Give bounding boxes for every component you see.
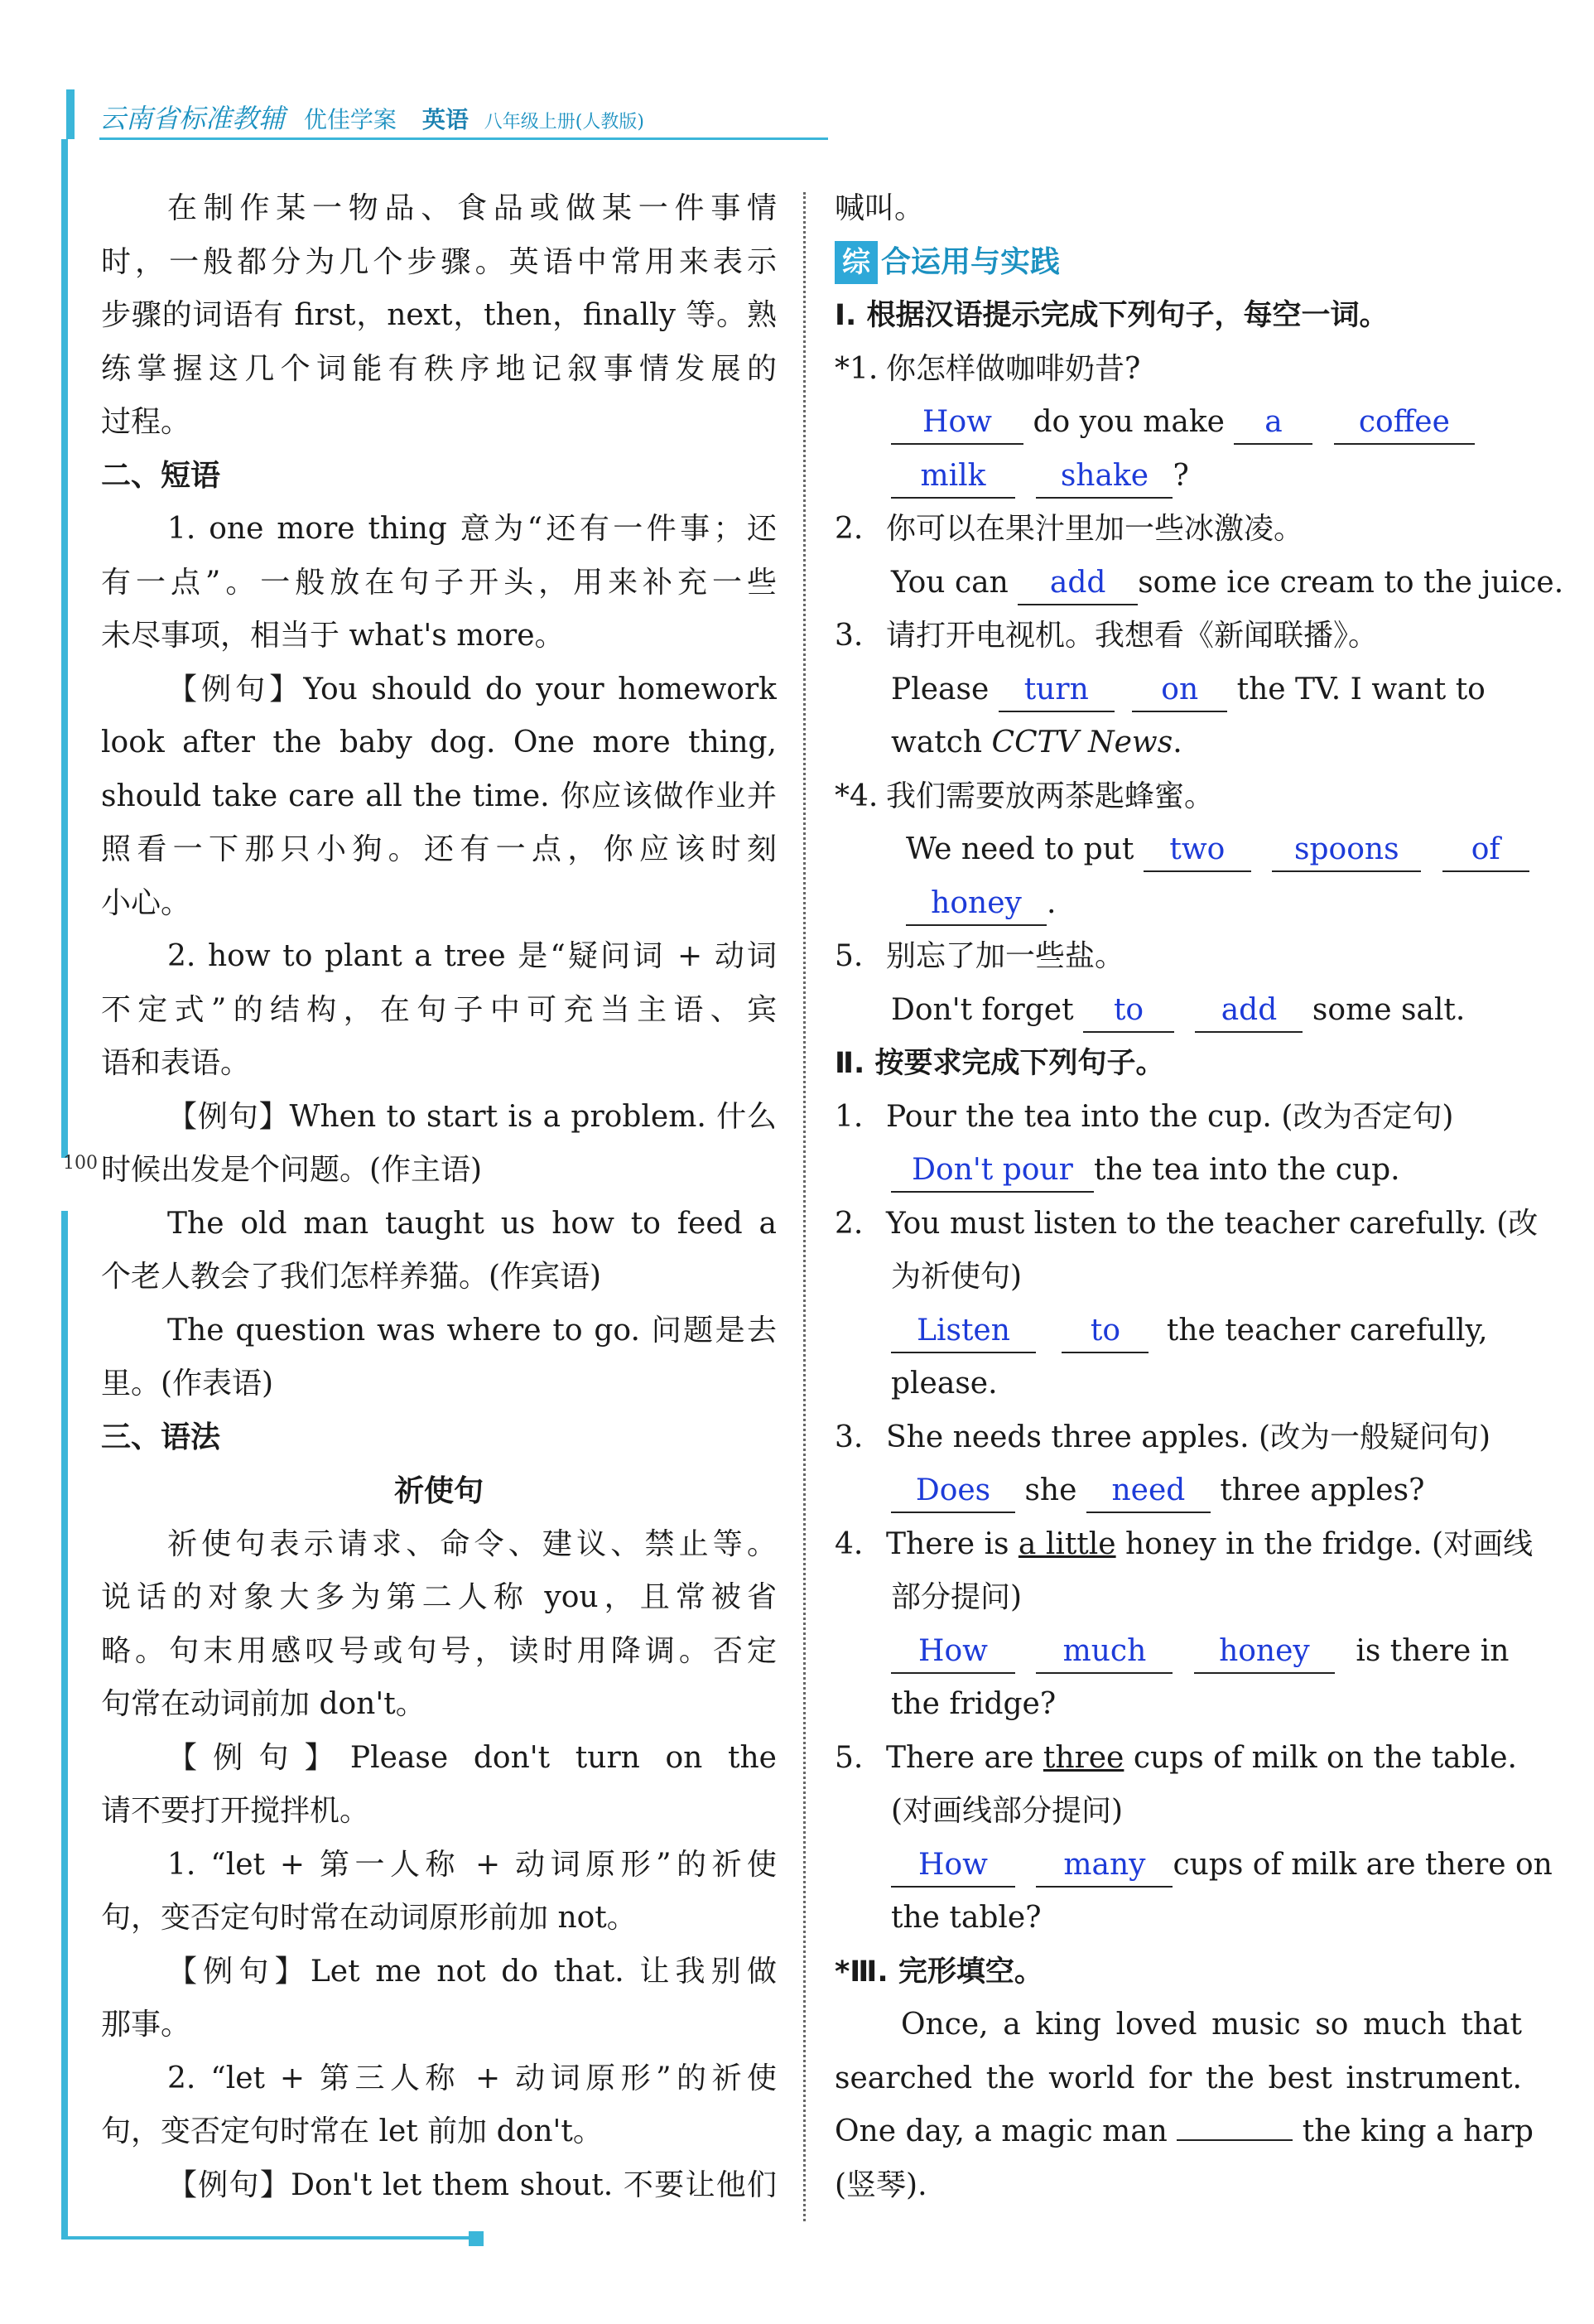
text-line: 在制作某一物品、食品或做某一件事情: [167, 191, 777, 225]
text-line: 语和表语。: [101, 1046, 251, 1080]
page-number: 100: [63, 1153, 98, 1174]
answer-blank: How: [891, 402, 1023, 445]
column-divider: [803, 192, 806, 2221]
footer-square: [469, 2231, 484, 2246]
part2-title: Ⅱ. 按要求完成下列句子。: [835, 1047, 1165, 1080]
text-line: 略。句末用感叹号或句号，读时用降调。否定: [101, 1633, 777, 1668]
header-accent-bar: [66, 89, 75, 139]
text-line: 未尽事项，相当于 what's more。: [101, 619, 565, 653]
answer-text: .: [1173, 726, 1182, 759]
grammar-title: 祈使句: [393, 1473, 484, 1508]
page-header: [66, 89, 778, 139]
question-text: cups of milk on the table.: [1133, 1740, 1517, 1775]
example-line: 小心。: [101, 885, 191, 920]
answer-blank: How: [891, 1631, 1015, 1674]
question-number: 2.: [835, 1206, 864, 1241]
answer-text: cups of milk are there on: [1173, 1847, 1553, 1882]
answer-line: [835, 716, 1522, 770]
rewrite-3: [835, 1411, 1522, 1465]
answer-line: [835, 1839, 1553, 1892]
part1-title: Ⅰ. 根据汉语提示完成下列句子，每空一词。: [835, 299, 1389, 332]
answer-text: Please: [891, 672, 990, 706]
header-title: [99, 98, 644, 136]
answer-blank: turn: [999, 669, 1115, 712]
underlined-part: three: [1043, 1740, 1124, 1775]
example-line: 【例句】You should do your homework: [167, 672, 777, 706]
cloze-text: the king a harp: [1302, 2114, 1534, 2148]
rewrite-2: [835, 1198, 1539, 1251]
question-text-cont: (对画线部分提问): [891, 1794, 1124, 1828]
example-line: should take care all the time. 你应该做作业并: [101, 779, 777, 813]
answer-text: watch: [891, 726, 983, 759]
example-line: The old man taught us how to feed a: [167, 1206, 777, 1241]
question-chinese: 请打开电视机。我想看《新闻联播》。: [886, 619, 1379, 653]
answer-blank: add: [1195, 990, 1303, 1033]
rewrite-1: [835, 1091, 1522, 1145]
section-badge: 综: [835, 241, 878, 284]
answer-blank: Does: [891, 1470, 1015, 1513]
question-3: [835, 610, 1522, 663]
underlined-part: a little: [1018, 1526, 1116, 1561]
side-rail-bottom: [61, 1211, 68, 2238]
question-chinese: 你怎样做咖啡奶昔?: [886, 351, 1141, 386]
answer-blank: milk: [891, 456, 1015, 499]
question-text: There is: [886, 1526, 1009, 1561]
text-line: 2. how to plant a tree 是“疑问词 + 动词: [167, 939, 777, 973]
question-number: 2.: [835, 512, 864, 546]
answer-blank: How: [891, 1844, 1015, 1888]
example-line: 【例句】Don't let them shout. 不要让他们: [167, 2167, 777, 2202]
header-rule: [99, 137, 828, 140]
answer-blank: a: [1234, 402, 1312, 445]
cloze-text: One day, a magic man: [835, 2114, 1168, 2148]
question-number: 5.: [835, 1740, 864, 1775]
answer-line: [835, 823, 1522, 877]
answer-blank: coffee: [1334, 402, 1475, 445]
side-rail-top: [61, 139, 68, 1158]
text-line: 2. “let + 第三人称 + 动词原形”的祈使: [167, 2061, 777, 2095]
answer-blank: spoons: [1272, 829, 1421, 872]
question-text: You must listen to the teacher carefully. (改: [886, 1206, 1539, 1241]
answer-text: do you make: [1033, 405, 1225, 439]
text-line: 1. one more thing 意为“还有一件事；还: [167, 512, 777, 546]
answer-blank: need: [1086, 1470, 1211, 1513]
answer-line: [835, 450, 1522, 504]
example-line: 里。(作表语): [101, 1367, 274, 1401]
text-line: 时，一般都分为几个步骤。英语中常用来表示: [101, 244, 777, 279]
answer-text: the teacher carefully,: [1166, 1313, 1488, 1348]
question-2: [835, 503, 1522, 557]
text-line: 句，变否定句时常在 let 前加 don't。: [101, 2114, 603, 2148]
text-line: 过程。: [101, 405, 191, 439]
question-text: There are: [886, 1740, 1034, 1775]
example-line: 【例句】When to start is a problem. 什么: [167, 1099, 777, 1134]
example-line: 照看一下那只小狗。还有一点，你应该时刻: [101, 832, 777, 866]
answer-blank: Listen: [891, 1310, 1036, 1353]
answer-text: the tea into the cup.: [1094, 1153, 1400, 1187]
answer-line: [835, 1304, 1522, 1358]
part3-title: *Ⅲ. 完形填空。: [835, 1955, 1043, 1989]
question-number: 3.: [835, 1420, 864, 1454]
question-number: 3.: [835, 619, 864, 653]
header-book: 优佳学案: [303, 106, 397, 133]
text-line: 说话的对象大多为第二人称 you，且常被省: [101, 1580, 777, 1614]
heading-grammar: 三、语法: [101, 1420, 221, 1454]
text-line: 句常在动词前加 don't。: [101, 1687, 426, 1721]
answer-line: [835, 396, 1522, 450]
answer-blank: two: [1144, 829, 1251, 872]
text-line: 1. “let + 第一人称 + 动词原形”的祈使: [167, 1847, 777, 1882]
header-grade: 八年级上册(人教版): [484, 112, 644, 133]
answer-text: the fridge?: [891, 1687, 1057, 1721]
question-number: *1.: [835, 351, 879, 386]
answer-line: [835, 877, 1522, 931]
question-number: 5.: [835, 939, 864, 973]
question-text: honey in the fridge. (对画线: [1125, 1526, 1534, 1561]
example-line: 请不要打开搅拌机。: [101, 1794, 370, 1828]
question-chinese: 别忘了加一些盐。: [886, 939, 1125, 973]
answer-line: [835, 1144, 1522, 1198]
text-line: 祈使句表示请求、命令、建议、禁止等。: [167, 1526, 777, 1561]
question-text-cont: 部分提问): [891, 1580, 1023, 1614]
right-column: [835, 182, 1564, 2212]
question-chinese: 我们需要放两茶匙蜂蜜。: [886, 779, 1215, 813]
section-title: [835, 236, 1522, 290]
answer-text: she: [1024, 1473, 1077, 1507]
answer-line: [835, 984, 1522, 1038]
answer-text: please.: [891, 1367, 998, 1401]
question-number: *4.: [835, 779, 879, 813]
text-line: 步骤的词语有 first，next，then，finally 等。熟: [101, 298, 777, 332]
answer-text: three apples?: [1220, 1473, 1425, 1507]
answer-text: You can: [891, 565, 1009, 600]
question-5: [835, 930, 1522, 984]
answer-text-italic: CCTV News: [991, 726, 1173, 759]
header-subject: 英语: [421, 106, 469, 133]
answer-line: [835, 663, 1522, 717]
answer-blank: shake: [1036, 456, 1173, 499]
text-line: 有一点”。一般放在句子开头，用来补充一些: [101, 565, 777, 600]
example-line: 个老人教会了我们怎样养猫。(作宾语): [101, 1260, 602, 1294]
question-number: 4.: [835, 1526, 864, 1561]
answer-text: We need to put: [906, 832, 1134, 866]
question-chinese: 你可以在果汁里加一些冰激凌。: [886, 512, 1304, 546]
example-line: 【例句】Let me not do that. 让我别做: [167, 1954, 777, 1989]
footer-rule: [61, 2236, 479, 2240]
cloze-line: (竖琴).: [835, 2167, 927, 2202]
cloze-line: [835, 2105, 1534, 2159]
section-title-text: 合运用与实践: [881, 244, 1061, 279]
cloze-line: Once, a king loved music so much that: [901, 2008, 1522, 2042]
question-number: 1.: [835, 1099, 864, 1134]
answer-blank: honey: [1194, 1631, 1335, 1674]
answer-text: the TV. I want to: [1236, 672, 1486, 706]
answer-line: [835, 1625, 1522, 1679]
question-text: Pour the tea into the cup. (改为否定句): [886, 1099, 1454, 1134]
answer-blank: honey: [906, 883, 1047, 926]
answer-text: ?: [1173, 458, 1189, 493]
example-line: look after the baby dog. One more thing,: [101, 726, 777, 759]
cloze-blank: [1177, 2139, 1293, 2141]
answer-blank: to: [1083, 990, 1174, 1033]
question-4: [835, 770, 1522, 824]
example-line: 那事。: [101, 2008, 191, 2042]
answer-text: is there in: [1356, 1633, 1510, 1668]
answer-text: some salt.: [1312, 992, 1466, 1027]
text-line: 练掌握这几个词能有秩序地记叙事情发展的: [101, 351, 777, 386]
answer-blank: many: [1036, 1844, 1173, 1888]
answer-text: Don't forget: [891, 992, 1074, 1027]
question-text-cont: 为祈使句): [891, 1260, 1023, 1294]
text-line: 喊叫。: [835, 191, 925, 225]
rewrite-5: [835, 1732, 1522, 1786]
example-line: The question was where to go. 问题是去: [167, 1313, 777, 1348]
answer-blank: much: [1036, 1631, 1173, 1674]
answer-line: [835, 1464, 1522, 1518]
example-line: 时候出发是个问题。(作主语): [101, 1153, 483, 1187]
answer-blank: add: [1018, 562, 1138, 605]
answer-line: [835, 557, 1564, 610]
header-series: 云南省标准教辅: [99, 103, 286, 134]
question-text: She needs three apples. (改为一般疑问句): [886, 1420, 1491, 1454]
answer-text: .: [1047, 885, 1057, 920]
answer-blank: on: [1132, 669, 1227, 712]
answer-blank: to: [1062, 1310, 1149, 1353]
text-line: 句，变否定句时常在动词原形前加 not。: [101, 1901, 637, 1935]
question-1: [835, 343, 1522, 397]
example-line: 【例句】Please don't turn on the: [167, 1740, 777, 1775]
answer-blank: Don't pour: [891, 1150, 1094, 1193]
answer-text: some ice cream to the juice.: [1138, 565, 1564, 600]
answer-blank: of: [1442, 829, 1529, 872]
left-column: [101, 182, 777, 2212]
cloze-line: searched the world for the best instrument.: [835, 2061, 1522, 2095]
text-line: 不定式”的结构，在句子中可充当主语、宾: [101, 992, 777, 1027]
heading-phrases: 二、短语: [101, 458, 221, 493]
answer-text: the table?: [891, 1901, 1042, 1935]
rewrite-4: [835, 1518, 1534, 1572]
